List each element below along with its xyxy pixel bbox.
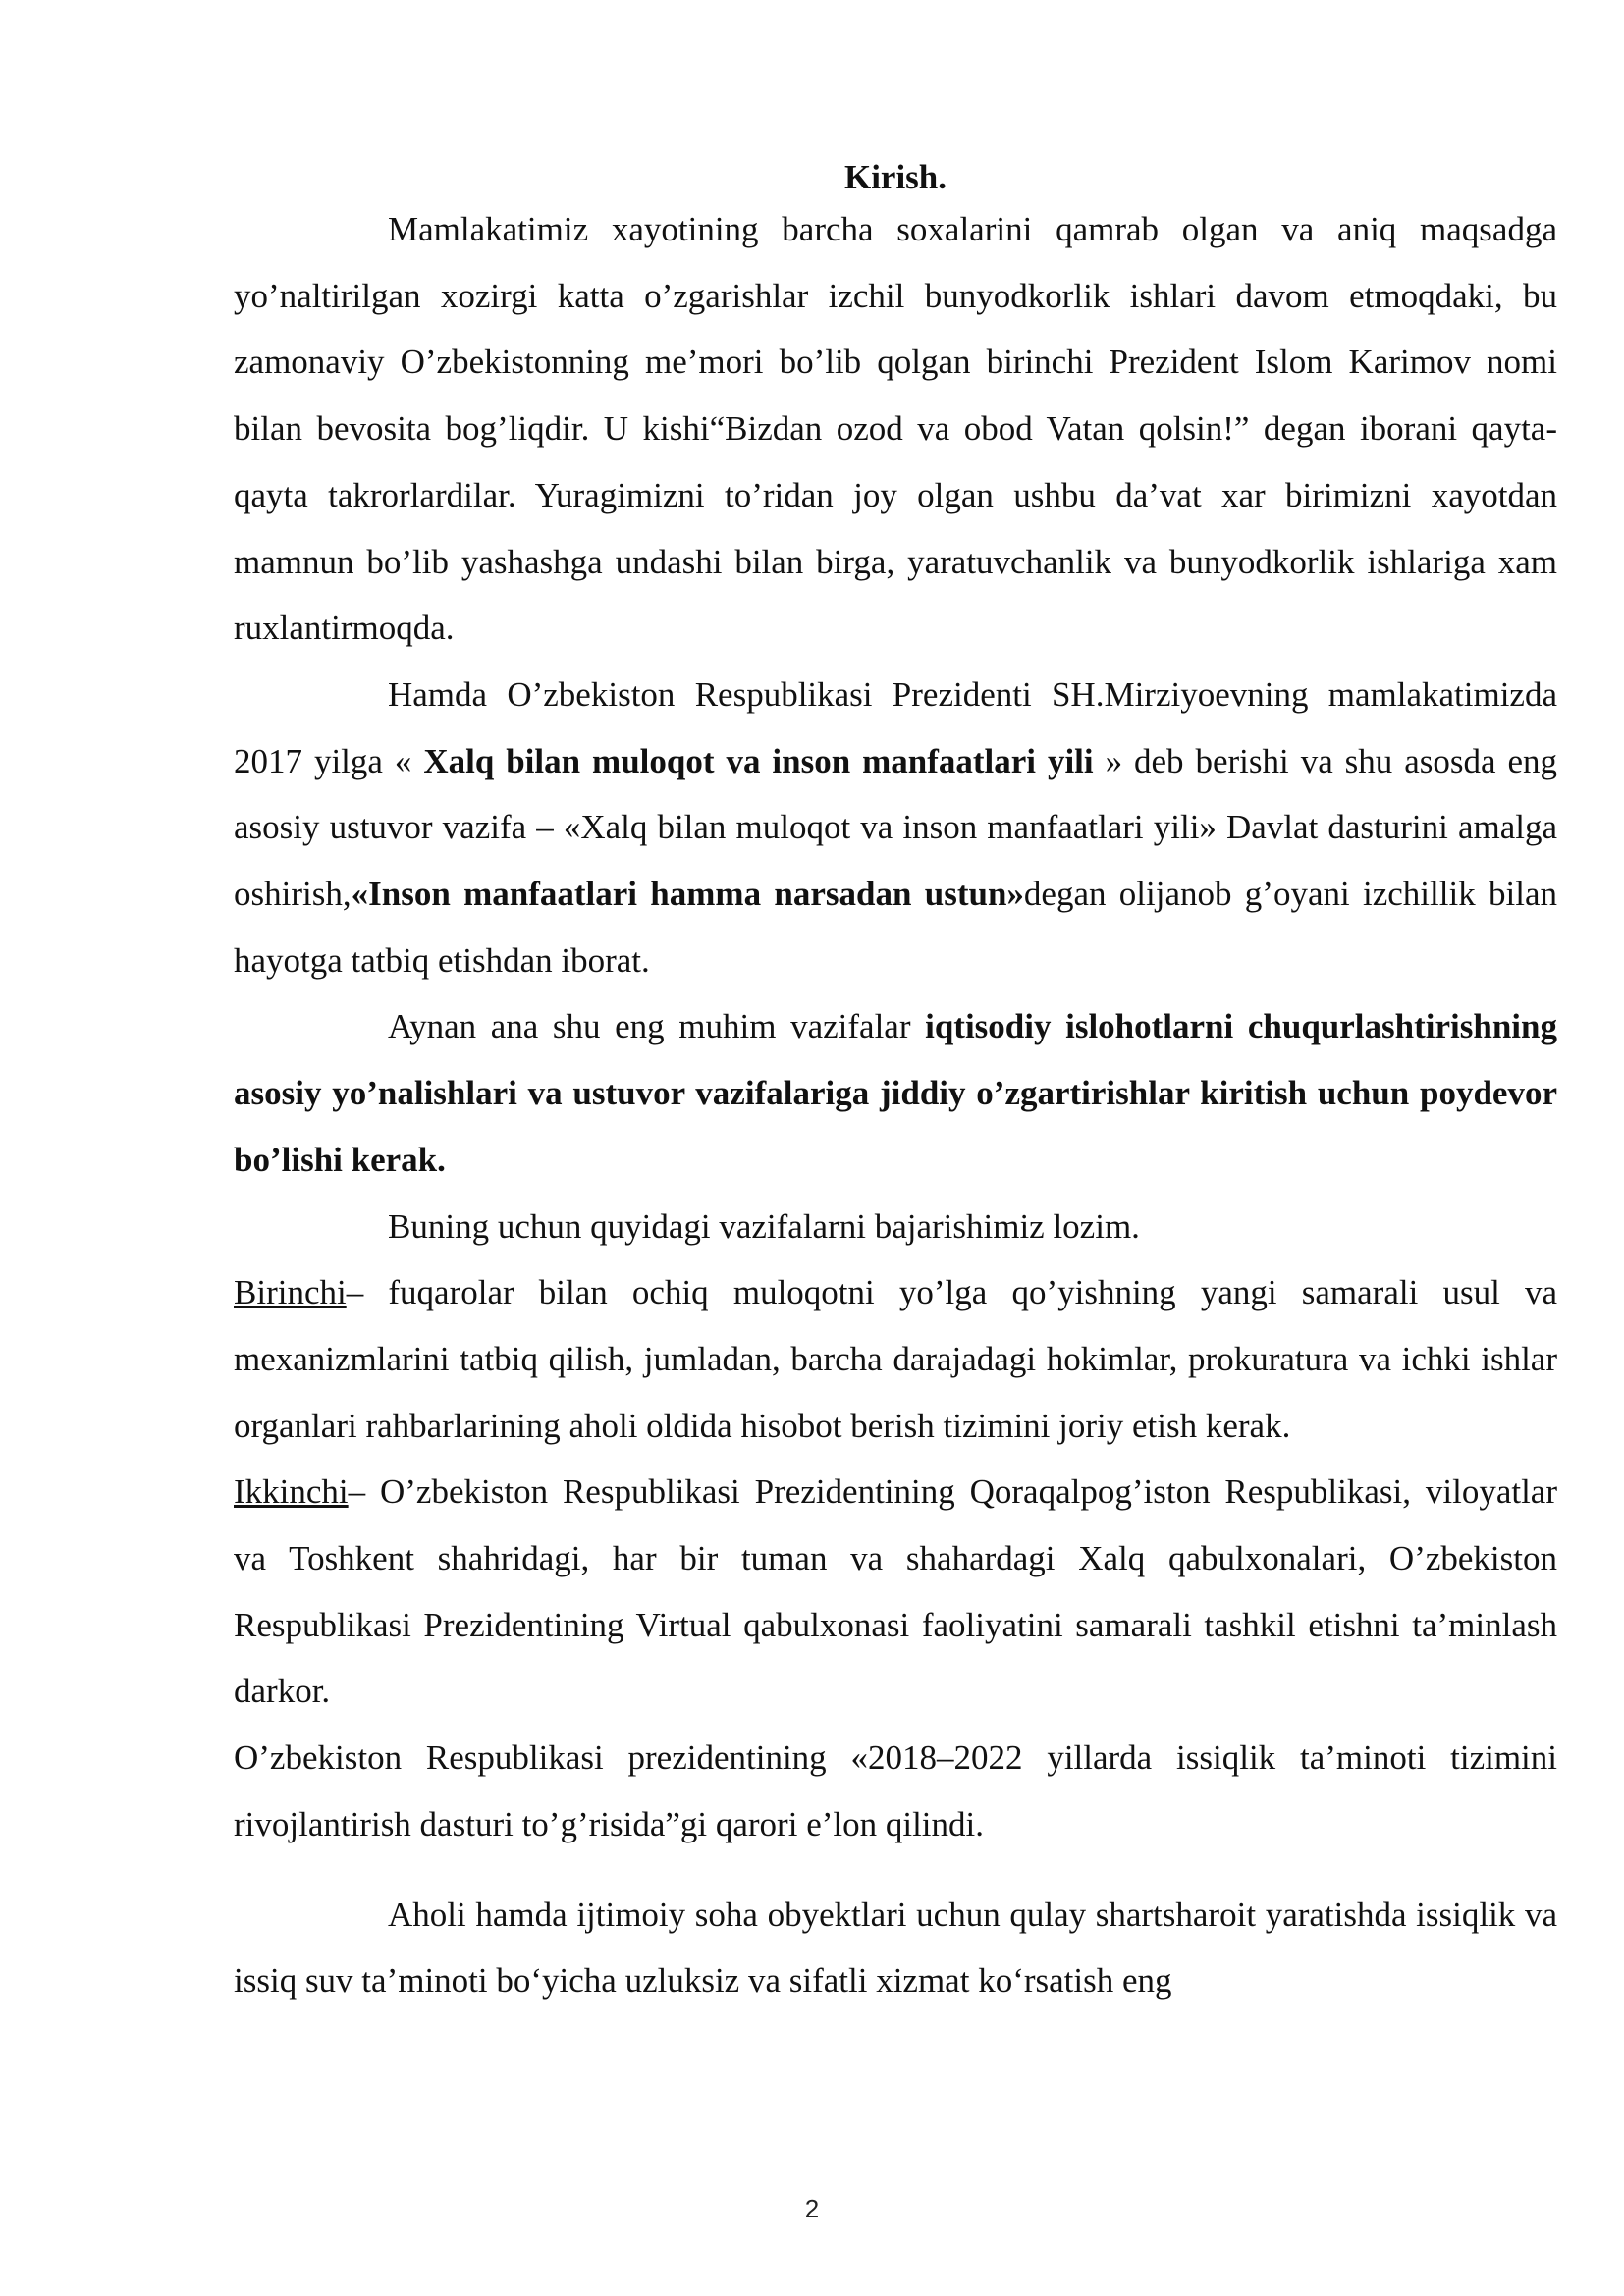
paragraph-second	[234, 1459, 1557, 1725]
slogan-bold: «Inson manfaatlari hamma narsadan ustun»	[351, 875, 1024, 914]
paragraph-second-text: – O’zbekiston Respublikasi Prezidentining Qoraqalpog’iston Respublikasi, viloyatlar va Toshkent shahridagi, har bir tuman va shahardagi Xalq qabulxonalari, O’zbekiston Respublikasi Prezidentining Virtual qabulxonasi faoliyatini samarali tashkil etishni ta’minlash darkor.	[234, 1472, 1557, 1711]
paragraph-intro-text: Mamlakatimiz xayotining barcha soxalarini qamrab olgan va aniq maqsadga yo’naltirilgan xozirgi katta o’zgarishlar izchil bunyodkorlik ishlari davom etmoqdaki, bu zamonaviy O’zbekistonning me’mori bo’lib qolgan birinchi Prezident Islom Karimov nomi bilan bevosita bog’liqdir. U kishi“Bizdan ozod va obod Vatan qolsin!” degan iborani qayta-qayta takrorlardilar. Yuragimizni to’ridan joy olgan ushbu da’vat xar birimizni xayotdan mamnun bo’lib yashashga undashi bilan birga, yaratuvchanlik va bunyodkorlik ishlariga xam ruxlantirmoqda.	[234, 210, 1557, 648]
year-name-bold: Xalq bilan muloqot va inson manfaatlari yili	[423, 741, 1094, 780]
paragraph-first	[234, 1259, 1557, 1459]
page-number: 2	[804, 2194, 820, 2223]
second-label: Ikkinchi	[234, 1472, 349, 1512]
document-body	[234, 147, 1557, 2014]
paragraph-president	[234, 662, 1557, 994]
paragraph-president-text-e: degan olijanob g’oyani izchillik bilan hayotga tatbiq etishdan iborat.	[234, 875, 1557, 980]
reforms-bold: iqtisodiy islohotlarni chuqurlashtirishning asosiy yo’nalishlari va ustuvor vazifalariga jiddiy o’zgartirishlar kiritish uchun poydevor bo’lishi kerak.	[234, 1007, 1557, 1179]
paragraph-first-text: – fuqarolar bilan ochiq muloqotni yo’lga qo’yishning yangi samarali usul va mexanizmlarini tatbiq qilish, jumladan, barcha darajadagi hokimlar, prokuratura va ichki ishlar organlari rahbarlarining aholi oldida hisobot berish tizimini joriy etish kerak.	[234, 1273, 1557, 1445]
paragraph-president-text-a: Hamda O’zbekiston Respublikasi Prezidenti SH.Mirziyoevning mamlakatimizda 2017 yilga «	[234, 674, 1557, 780]
paragraph-heating	[234, 1882, 1557, 2014]
section-title: Kirish.	[843, 158, 947, 196]
paragraph-president-text-c: » deb berishi va shu asosda eng asosiy ustuvor vazifa – «Xalq bilan muloqot va inson manfaatlari yili» Davlat dasturini amalga oshirish,	[234, 741, 1558, 914]
paragraph-heating-text: Aholi hamda ijtimoiy soha obyektlari uchun qulay shartsharoit yaratishda issiqlik va issiq suv ta’minoti bo‘yicha uzluksiz va sifatli xizmat ko‘rsatish eng	[234, 1895, 1557, 2001]
paragraph-lead-text: Buning uchun quyidagi vazifalarni bajarishimiz lozim.	[388, 1206, 1140, 1246]
paragraph-tasks	[234, 993, 1557, 1193]
paragraph-decree	[234, 1725, 1557, 1857]
first-label: Birinchi	[234, 1273, 347, 1312]
paragraph-tasks-text-a: Aynan ana shu eng muhim vazifalar	[388, 1007, 926, 1046]
paragraph-lead	[234, 1194, 1557, 1260]
paragraph-decree-text: O’zbekiston Respublikasi prezidentining «2018–2022 yillarda issiqlik ta’minoti tizimini rivojlantirish dasturi to’g’risida”gi qarori e’lon qilindi.	[234, 1738, 1557, 1843]
paragraph-intro	[234, 196, 1557, 662]
